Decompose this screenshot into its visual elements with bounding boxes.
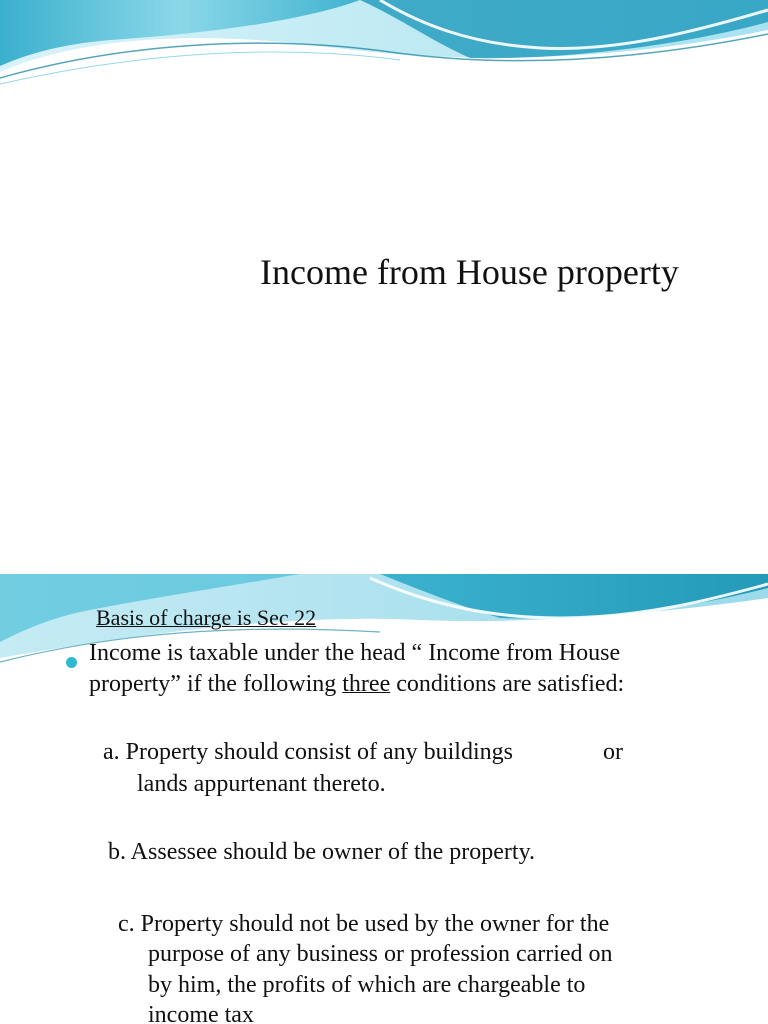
basis-heading: Basis of charge is Sec 22 xyxy=(96,605,317,630)
intro-text-1: Income is taxable under the head “ Income from House property” if the following xyxy=(89,640,621,697)
slide-title-text: Income from House property xyxy=(260,252,679,292)
condition-c-line3: by him, the profits of which are chargeable to xyxy=(148,972,586,998)
intro-emphasis: three xyxy=(342,671,391,697)
condition-a-line2: lands appurtenant thereto. xyxy=(137,771,386,797)
wave-banner-top xyxy=(0,0,768,90)
slide-content xyxy=(0,572,768,1024)
bullet-dot-icon xyxy=(66,657,77,668)
intro-paragraph xyxy=(89,638,689,700)
intro-text-2: conditions are satisfied: xyxy=(390,671,625,697)
condition-c-line4: income tax xyxy=(148,1002,254,1024)
condition-c-line1: c. Property should not be used by the owner for the xyxy=(118,911,610,937)
condition-a-or: or xyxy=(603,739,623,765)
condition-b: b. Assessee should be owner of the property. xyxy=(108,839,536,865)
condition-a-line1: a. Property should consist of any buildings xyxy=(103,739,513,765)
condition-c-line2: purpose of any business or profession carried on xyxy=(148,941,613,967)
